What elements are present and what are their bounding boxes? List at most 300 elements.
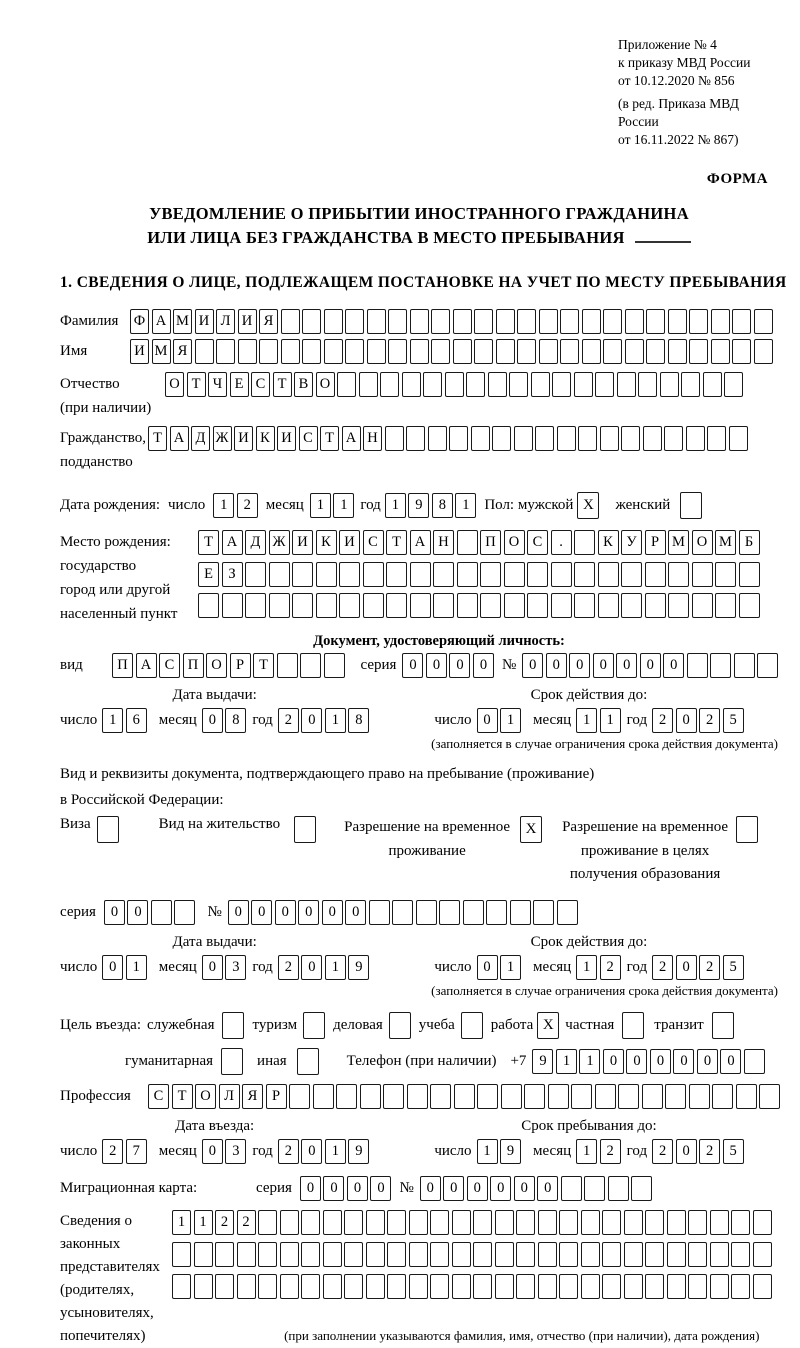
form-cell — [561, 1176, 582, 1201]
visa-checkbox — [97, 816, 119, 843]
form-cell — [624, 1242, 643, 1267]
form-cell: 1 — [325, 955, 346, 980]
purpose-label: Цель въезда: — [60, 1017, 141, 1034]
purpose-transit-checkbox — [712, 1012, 734, 1039]
residence-expiry-col — [434, 934, 743, 980]
form-cell: 0 — [473, 653, 494, 678]
form-cell — [582, 309, 601, 334]
residence-series-cells — [104, 900, 196, 925]
form-cell — [538, 1242, 557, 1267]
form-cell: 5 — [723, 1139, 744, 1164]
form-cell: 0 — [514, 1176, 535, 1201]
form-cell — [688, 1274, 707, 1299]
doc-series-cells — [402, 653, 494, 678]
form-cell — [707, 426, 726, 451]
form-cell — [387, 1274, 406, 1299]
form-cell: Я — [173, 339, 192, 364]
form-cell — [559, 1274, 578, 1299]
profession-row — [60, 1084, 778, 1109]
residence-expiry-date: число 0 1 месяц 1 2 год 2 0 2 5 — [434, 955, 743, 980]
form-cell: 0 — [537, 1176, 558, 1201]
form-cell: З — [222, 562, 243, 587]
option-temp-residence: Разрешение на временное проживание X — [344, 816, 542, 863]
form-cell: 0 — [322, 900, 343, 925]
form-cell — [574, 593, 595, 618]
option-visa: Виза — [60, 816, 119, 843]
form-cell — [732, 309, 751, 334]
form-cell: . — [551, 530, 572, 555]
form-cell — [595, 372, 614, 397]
form-cell: 2 — [600, 1139, 621, 1164]
form-cell — [292, 593, 313, 618]
form-cell — [581, 1242, 600, 1267]
name-row — [60, 339, 778, 364]
form-cell: М — [668, 530, 689, 555]
purpose-humanitarian-checkbox — [221, 1048, 243, 1075]
form-cell — [387, 1210, 406, 1235]
form-cell — [428, 426, 447, 451]
residence-series-label: серия — [60, 904, 96, 921]
birth-year-cells — [385, 493, 477, 518]
residence-permit-checkbox — [294, 816, 316, 843]
representatives-cells — [172, 1210, 772, 1344]
form-cell — [258, 1274, 277, 1299]
form-cell — [688, 1242, 707, 1267]
form-cell — [667, 1242, 686, 1267]
form-cell: 8 — [225, 708, 246, 733]
form-cell: Л — [216, 309, 235, 334]
form-cell: 0 — [426, 653, 447, 678]
form-cell — [753, 1210, 772, 1235]
form-cell — [385, 426, 404, 451]
form-cell — [602, 1242, 621, 1267]
form-cell — [602, 1274, 621, 1299]
form-cell: Б — [739, 530, 760, 555]
identity-doc-heading: Документ, удостоверяющий личность: — [313, 633, 565, 650]
form-cell: Н — [433, 530, 454, 555]
sex-male-label: Пол: мужской — [484, 497, 574, 514]
form-cell — [710, 1210, 729, 1235]
form-cell — [598, 593, 619, 618]
form-cell: 0 — [202, 955, 223, 980]
form-cell: 0 — [402, 653, 423, 678]
form-cell — [387, 1242, 406, 1267]
form-cell: 1 — [600, 708, 621, 733]
form-cell — [668, 593, 689, 618]
form-cell — [194, 1274, 213, 1299]
form-cell — [625, 339, 644, 364]
form-cell — [174, 900, 195, 925]
form-cell — [402, 372, 421, 397]
purpose-other-checkbox — [297, 1048, 319, 1075]
birth-place-cells — [198, 530, 760, 618]
form-cell: П — [480, 530, 501, 555]
form-cell — [492, 426, 511, 451]
form-cell: О — [195, 1084, 216, 1109]
migration-number-label: № — [399, 1180, 414, 1197]
doc-expiry-day-cells — [477, 708, 522, 733]
birth-place-cells-row2 — [198, 562, 760, 587]
form-cell — [488, 372, 507, 397]
form-cell — [215, 1242, 234, 1267]
form-cell: И — [292, 530, 313, 555]
form-cell: Р — [266, 1084, 287, 1109]
form-cell — [367, 339, 386, 364]
form-cell: Ж — [269, 530, 290, 555]
form-cell: 1 — [172, 1210, 191, 1235]
form-cell — [548, 1084, 569, 1109]
form-cell — [581, 1210, 600, 1235]
form-cell: 9 — [348, 955, 369, 980]
form-cell — [386, 562, 407, 587]
form-cell — [316, 562, 337, 587]
patronymic-row — [60, 372, 778, 420]
entry-date-col — [60, 1118, 369, 1164]
form-cell — [665, 1084, 686, 1109]
form-cell: 1 — [579, 1049, 600, 1074]
annex-line: от 10.12.2020 № 856 — [618, 73, 735, 89]
form-cell — [509, 372, 528, 397]
form-cell — [344, 1274, 363, 1299]
form-cell — [703, 372, 722, 397]
form-cell — [687, 653, 708, 678]
form-cell — [302, 339, 321, 364]
form-cell — [258, 1210, 277, 1235]
form-cell — [473, 1274, 492, 1299]
annex-line: к приказу МВД России — [618, 55, 751, 71]
form-cell: 0 — [650, 1049, 671, 1074]
form-cell: 0 — [370, 1176, 391, 1201]
form-cell — [486, 900, 507, 925]
form-cell: П — [112, 653, 133, 678]
form-cell — [409, 1274, 428, 1299]
form-cell: 2 — [652, 708, 673, 733]
representatives-row — [60, 1210, 778, 1348]
form-cell — [216, 339, 235, 364]
form-cell: 0 — [522, 653, 543, 678]
identity-doc-kind-row — [60, 653, 778, 678]
form-cell: 1 — [213, 493, 234, 518]
form-cell: О — [165, 372, 184, 397]
form-cell — [501, 1084, 522, 1109]
form-cell — [645, 562, 666, 587]
form-cell: 3 — [225, 1139, 246, 1164]
purpose-work-checkbox: X — [537, 1012, 559, 1039]
form-cell — [757, 653, 778, 678]
form-cell — [527, 562, 548, 587]
form-cell: 1 — [102, 708, 123, 733]
form-cell: А — [170, 426, 189, 451]
section1-heading: 1. СВЕДЕНИЯ О ЛИЦЕ, ПОДЛЕЖАЩЕМ ПОСТАНОВКЕ НА УЧЕТ ПО МЕСТУ ПРЕБЫВАНИЯ — [60, 274, 787, 292]
form-cell — [339, 593, 360, 618]
form-cell — [453, 309, 472, 334]
form-cell: О — [504, 530, 525, 555]
form-cell: О — [692, 530, 713, 555]
citizenship-label: Гражданство, подданство — [60, 430, 147, 471]
temp-residence-education-checkbox — [736, 816, 758, 843]
form-cell: 0 — [697, 1049, 718, 1074]
form-cell: 0 — [202, 1139, 223, 1164]
form-cell: 2 — [699, 708, 720, 733]
form-cell — [559, 1210, 578, 1235]
form-cell — [430, 1242, 449, 1267]
migration-card-row — [60, 1176, 778, 1201]
form-cell — [195, 339, 214, 364]
doc-issue-heading: Дата выдачи: — [172, 687, 257, 704]
form-cell — [729, 426, 748, 451]
form-cell: С — [527, 530, 548, 555]
form-cell: 1 — [500, 955, 521, 980]
form-cell: М — [173, 309, 192, 334]
form-cell — [645, 593, 666, 618]
form-cell: О — [206, 653, 227, 678]
form-cell: А — [222, 530, 243, 555]
form-cell: 1 — [477, 1139, 498, 1164]
form-cell: 0 — [477, 955, 498, 980]
form-cell: С — [148, 1084, 169, 1109]
form-cell: 1 — [126, 955, 147, 980]
residence-issue-heading: Дата выдачи: — [172, 934, 257, 951]
form-cell — [584, 1176, 605, 1201]
form-cell — [416, 900, 437, 925]
form-cell — [527, 593, 548, 618]
form-cell — [645, 1274, 664, 1299]
form-cell: Т — [187, 372, 206, 397]
form-cell — [339, 562, 360, 587]
surname-cells — [130, 309, 773, 334]
form-cell: А — [152, 309, 171, 334]
month-label: месяц — [265, 497, 304, 514]
form-cell — [151, 900, 172, 925]
doc-number-label: № — [501, 657, 517, 674]
form-cell — [621, 593, 642, 618]
form-cell: 0 — [546, 653, 567, 678]
purpose-row — [60, 1012, 778, 1039]
form-cell: 8 — [348, 708, 369, 733]
form-cell — [198, 593, 219, 618]
form-cell — [538, 1210, 557, 1235]
form-cell — [689, 1084, 710, 1109]
form-cell — [431, 309, 450, 334]
form-cell — [245, 562, 266, 587]
citizenship-row — [60, 426, 778, 474]
sex-female-checkbox — [680, 492, 702, 519]
residence-issue-year-cells — [278, 955, 370, 980]
form-cell — [473, 1242, 492, 1267]
form-cell: Ч — [208, 372, 227, 397]
form-cell — [281, 309, 300, 334]
day-label: число — [168, 497, 206, 514]
form-cell: Т — [198, 530, 219, 555]
patronymic-cells — [165, 372, 743, 397]
form-cell — [301, 1274, 320, 1299]
form-cell — [259, 339, 278, 364]
form-cell — [600, 426, 619, 451]
form-cell: И — [234, 426, 253, 451]
form-cell — [734, 653, 755, 678]
form-cell: 1 — [310, 493, 331, 518]
entry-date-heading: Дата въезда: — [175, 1118, 255, 1135]
form-cell — [692, 593, 713, 618]
form-cell — [624, 1274, 643, 1299]
citizenship-cells — [148, 426, 748, 451]
form-cell: 0 — [104, 900, 125, 925]
form-cell — [517, 309, 536, 334]
birth-place-row — [60, 530, 778, 626]
form-cell — [344, 1242, 363, 1267]
residence-expiry-month-cells — [576, 955, 621, 980]
stay-until-date: число 1 9 месяц 1 2 год 2 0 2 5 — [434, 1139, 743, 1164]
form-cell — [516, 1210, 535, 1235]
form-cell — [692, 562, 713, 587]
form-cell — [689, 309, 708, 334]
form-cell — [480, 593, 501, 618]
representatives-cells-row3 — [172, 1274, 772, 1299]
form-cell: 0 — [298, 900, 319, 925]
form-cell — [667, 1274, 686, 1299]
sex-female-label: женский — [615, 497, 671, 514]
residence-expiry-day-cells — [477, 955, 522, 980]
purpose-study-checkbox — [461, 1012, 483, 1039]
form-cell: Е — [230, 372, 249, 397]
form-cell — [531, 372, 550, 397]
name-label: Имя — [60, 343, 88, 360]
form-cell — [366, 1242, 385, 1267]
form-cell — [668, 562, 689, 587]
residence-issue-day-cells — [102, 955, 147, 980]
form-cell: Л — [219, 1084, 240, 1109]
form-cell — [559, 1242, 578, 1267]
form-cell — [324, 653, 345, 678]
form-cell — [711, 339, 730, 364]
residence-series-row — [60, 900, 778, 925]
form-cell: А — [342, 426, 361, 451]
form-cell — [552, 372, 571, 397]
form-cell — [300, 653, 321, 678]
form-cell — [324, 339, 343, 364]
residence-expiry-heading: Срок действия до: — [530, 934, 648, 951]
form-cell: И — [277, 426, 296, 451]
form-cell — [711, 309, 730, 334]
purpose-business-checkbox — [389, 1012, 411, 1039]
form-cell — [258, 1242, 277, 1267]
migration-series-label: серия — [256, 1180, 292, 1197]
form-cell — [238, 339, 257, 364]
form-cell: 2 — [215, 1210, 234, 1235]
form-cell: 0 — [626, 1049, 647, 1074]
form-cell — [754, 309, 773, 334]
birth-month-cells — [310, 493, 355, 518]
representatives-cells-row1 — [172, 1210, 772, 1235]
sex-male-checkbox: X — [577, 492, 599, 519]
form-cell: К — [598, 530, 619, 555]
form-cell — [480, 562, 501, 587]
form-cell — [557, 900, 578, 925]
form-cell — [621, 426, 640, 451]
form-cell: 1 — [325, 708, 346, 733]
form-cell — [624, 1210, 643, 1235]
representatives-label: Сведения о законных представителях (родителях, усыновителях, попечителях) — [60, 1213, 160, 1345]
purpose-tourism-label: туризм — [252, 1017, 298, 1034]
form-cell: 0 — [676, 1139, 697, 1164]
form-cell — [474, 339, 493, 364]
form-cell — [598, 562, 619, 587]
form-cell — [595, 1084, 616, 1109]
form-title — [60, 202, 778, 250]
doc-kind-cells — [112, 653, 345, 678]
form-cell: 0 — [449, 653, 470, 678]
birth-date-label: Дата рождения: — [60, 497, 161, 514]
form-cell — [337, 372, 356, 397]
form-cell: 0 — [477, 708, 498, 733]
form-cell — [736, 1084, 757, 1109]
form-cell — [363, 562, 384, 587]
doc-issue-col — [60, 687, 369, 733]
form-cell — [430, 1210, 449, 1235]
form-cell: 9 — [532, 1049, 553, 1074]
migration-series-cells — [300, 1176, 392, 1201]
form-cell — [453, 339, 472, 364]
form-cell — [504, 562, 525, 587]
form-cell: 1 — [333, 493, 354, 518]
doc-series-label: серия — [360, 657, 397, 674]
form-cell: С — [363, 530, 384, 555]
doc-issue-date: число 1 6 месяц 0 8 год 2 0 1 8 — [60, 708, 369, 733]
form-cell: Р — [645, 530, 666, 555]
forma-label: ФОРМА — [706, 171, 768, 188]
form-cell — [344, 1210, 363, 1235]
form-cell — [582, 339, 601, 364]
form-cell: А — [410, 530, 431, 555]
form-cell — [715, 593, 736, 618]
form-cell: 0 — [603, 1049, 624, 1074]
form-cell — [423, 372, 442, 397]
phone-cells — [532, 1049, 765, 1074]
form-cell — [473, 1210, 492, 1235]
form-cell: Т — [386, 530, 407, 555]
form-cell — [457, 530, 478, 555]
form-cell: 2 — [237, 493, 258, 518]
form-cell — [631, 1176, 652, 1201]
form-cell: Д — [191, 426, 210, 451]
form-cell — [433, 593, 454, 618]
form-cell — [496, 309, 515, 334]
form-cell: Т — [253, 653, 274, 678]
form-cell — [560, 309, 579, 334]
form-cell — [245, 593, 266, 618]
form-cell: У — [621, 530, 642, 555]
purpose-transit-label: транзит — [654, 1017, 704, 1034]
option-residence-permit: Вид на жительство — [159, 816, 316, 843]
form-cell: И — [130, 339, 149, 364]
form-cell — [495, 1210, 514, 1235]
form-cell — [172, 1242, 191, 1267]
form-cell — [645, 1210, 664, 1235]
form-cell — [323, 1274, 342, 1299]
form-cell — [366, 1210, 385, 1235]
purpose-humanitarian-label: гуманитарная — [125, 1053, 214, 1070]
form-cell: 0 — [301, 955, 322, 980]
form-cell: 0 — [228, 900, 249, 925]
form-cell — [430, 1084, 451, 1109]
annex-line: от 16.11.2022 № 867) — [618, 132, 739, 148]
form-cell: 2 — [278, 955, 299, 980]
form-cell — [581, 1274, 600, 1299]
form-cell — [539, 309, 558, 334]
form-cell: 1 — [576, 1139, 597, 1164]
form-cell: 2 — [278, 708, 299, 733]
doc-number-cells — [522, 653, 778, 678]
